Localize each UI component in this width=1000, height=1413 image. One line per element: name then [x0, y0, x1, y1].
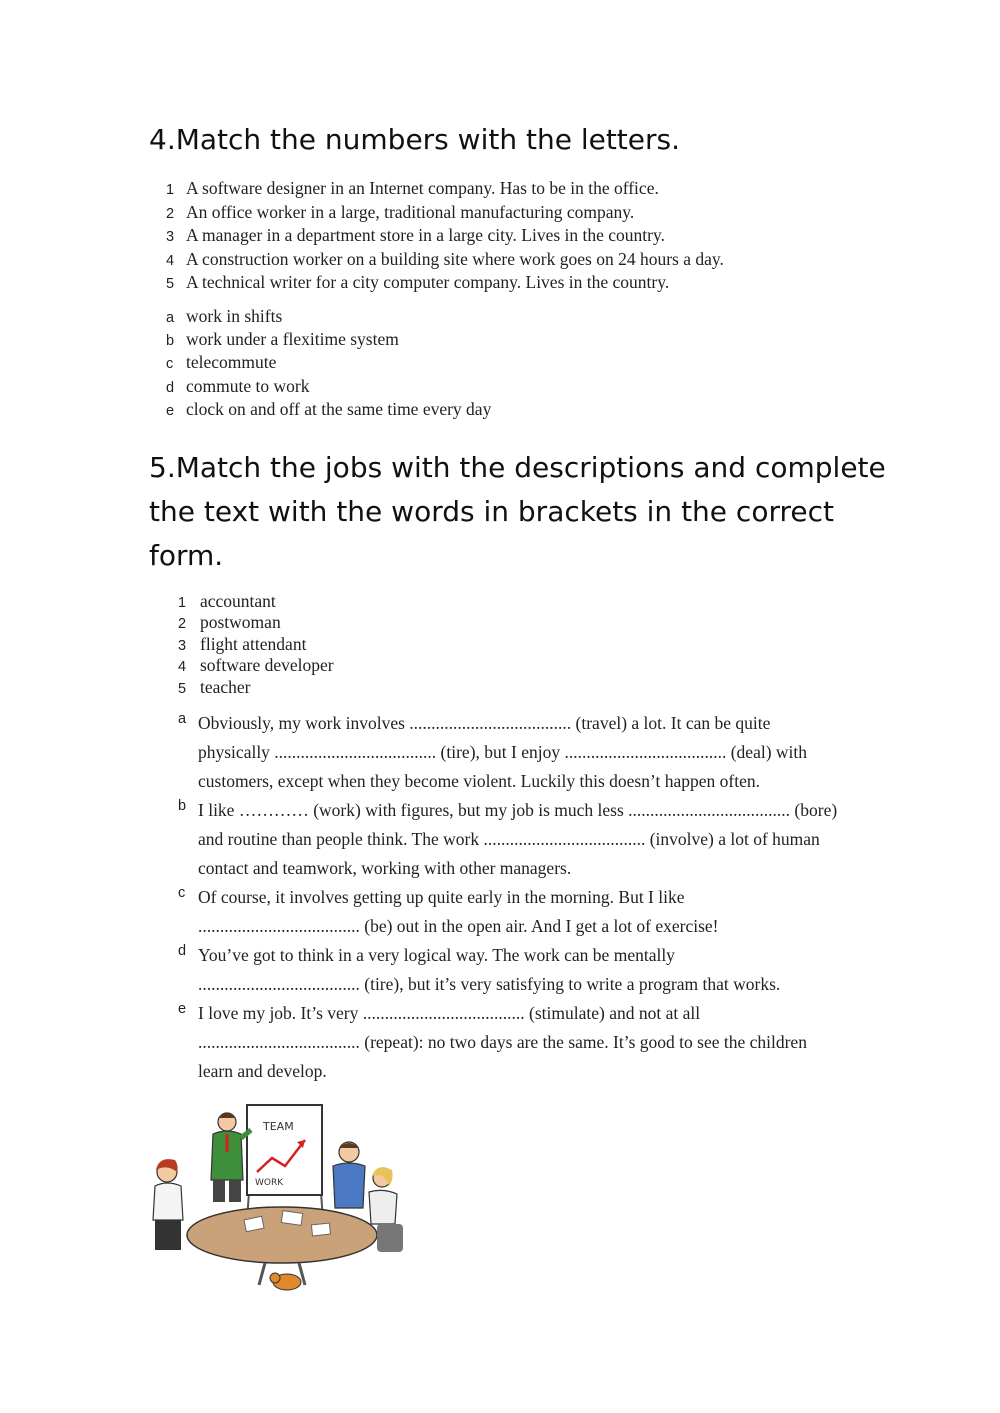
description-line: ..................................... (tire), but it’s very satisfying to write a program that works. [198, 974, 781, 994]
description-line: ..................................... (be) out in the open air. And I get a lot of exercise! [198, 916, 719, 936]
item-key: 1 [178, 595, 187, 611]
item-key: a [178, 711, 187, 727]
flipchart-work-text: WORK [255, 1178, 284, 1188]
list-item [166, 305, 491, 328]
section4-lettered-list [166, 305, 491, 421]
item-key: 5 [166, 276, 175, 292]
item-key: c [166, 356, 174, 373]
description-c [178, 883, 898, 941]
description-line: I like ………… (work) with figures, but my job is much less ..................................... (bore) [198, 800, 838, 820]
list-item [166, 328, 491, 351]
list-item [178, 634, 334, 655]
list-item [166, 224, 724, 248]
description-line: physically ..................................... (tire), but I enjoy ..................................... (deal) with [198, 742, 808, 762]
list-item [166, 398, 491, 421]
item-text: accountant [200, 591, 276, 611]
list-item [178, 591, 334, 612]
item-text: work under a flexitime system [186, 329, 399, 350]
man-right-figure [333, 1142, 365, 1208]
item-key: c [178, 885, 186, 901]
item-text: A manager in a department store in a large city. Lives in the country. [186, 225, 665, 245]
item-key: b [178, 798, 187, 814]
item-text: An office worker in a large, traditional manufacturing company. [186, 201, 635, 222]
presenter-figure [211, 1113, 251, 1202]
woman-left-figure [153, 1159, 183, 1250]
item-text: A technical writer for a city computer company. Lives in the country. [186, 272, 670, 292]
item-key: d [166, 379, 175, 396]
item-key: 3 [178, 637, 187, 654]
list-item [178, 677, 334, 698]
item-key: 4 [178, 659, 187, 676]
description-line: Obviously, my work involves ..................................... (travel) a lot. It can be quite [198, 713, 771, 733]
list-item [178, 655, 334, 676]
item-text: clock on and off at the same time every day [186, 398, 492, 419]
item-key: 5 [178, 680, 187, 697]
section4-numbered-list [166, 177, 724, 295]
flipchart-team-text: TEAM [263, 1120, 294, 1133]
description-line: You’ve got to think in a very logical way. The work can be mentally [198, 945, 675, 965]
description-a [178, 709, 898, 796]
item-text: commute to work [186, 375, 310, 396]
item-text: flight attendant [200, 633, 307, 654]
description-b [178, 796, 898, 883]
cat-icon [270, 1273, 301, 1290]
item-key: e [166, 402, 175, 419]
team-meeting-illustration [147, 1100, 412, 1295]
item-key: b [166, 333, 175, 350]
description-line: Of course, it involves getting up quite early in the morning. But I like [198, 887, 685, 907]
flipchart-icon [247, 1105, 323, 1220]
description-line: I love my job. It’s very ..................................... (stimulate) and not at all [198, 1003, 701, 1023]
item-key: 4 [166, 252, 175, 269]
item-text: postwoman [200, 612, 281, 633]
list-item [178, 612, 334, 633]
item-text: telecommute [186, 352, 277, 373]
description-line: ..................................... (repeat): no two days are the same. It’s good to see the children [198, 1032, 807, 1052]
description-line: learn and develop. [198, 1061, 327, 1081]
item-text: A software designer in an Internet company. Has to be in the office. [186, 178, 659, 198]
section5-jobs-list [178, 591, 334, 698]
section4-heading: 4.Match the numbers with the letters. [149, 123, 681, 156]
item-text: work in shifts [186, 306, 283, 326]
item-text: software developer [200, 655, 334, 676]
item-key: 2 [166, 205, 175, 222]
description-line: customers, except when they become violent. Luckily this doesn’t happen often. [198, 771, 760, 791]
list-item [166, 375, 491, 398]
item-key: e [178, 1001, 187, 1017]
description-d [178, 941, 898, 999]
section5-heading: 5.Match the jobs with the descriptions and complete the text with the words in brackets in the correct form. [149, 451, 886, 572]
description-line: contact and teamwork, working with other managers. [198, 858, 572, 878]
item-text: teacher [200, 676, 251, 697]
list-item [166, 177, 724, 201]
list-item [166, 271, 724, 295]
list-item [166, 248, 724, 272]
round-table-icon [187, 1207, 377, 1285]
description-e [178, 999, 898, 1086]
item-key: 1 [166, 182, 175, 198]
item-key: 2 [178, 616, 187, 633]
description-line: and routine than people think. The work ..................................... (involve) a lot of human [198, 829, 820, 849]
item-text: A construction worker on a building site where work goes on 24 hours a day. [186, 248, 724, 269]
list-item [166, 201, 724, 225]
item-key: d [178, 943, 187, 959]
list-item [166, 351, 491, 374]
item-key: a [166, 310, 175, 326]
item-key: 3 [166, 229, 175, 245]
